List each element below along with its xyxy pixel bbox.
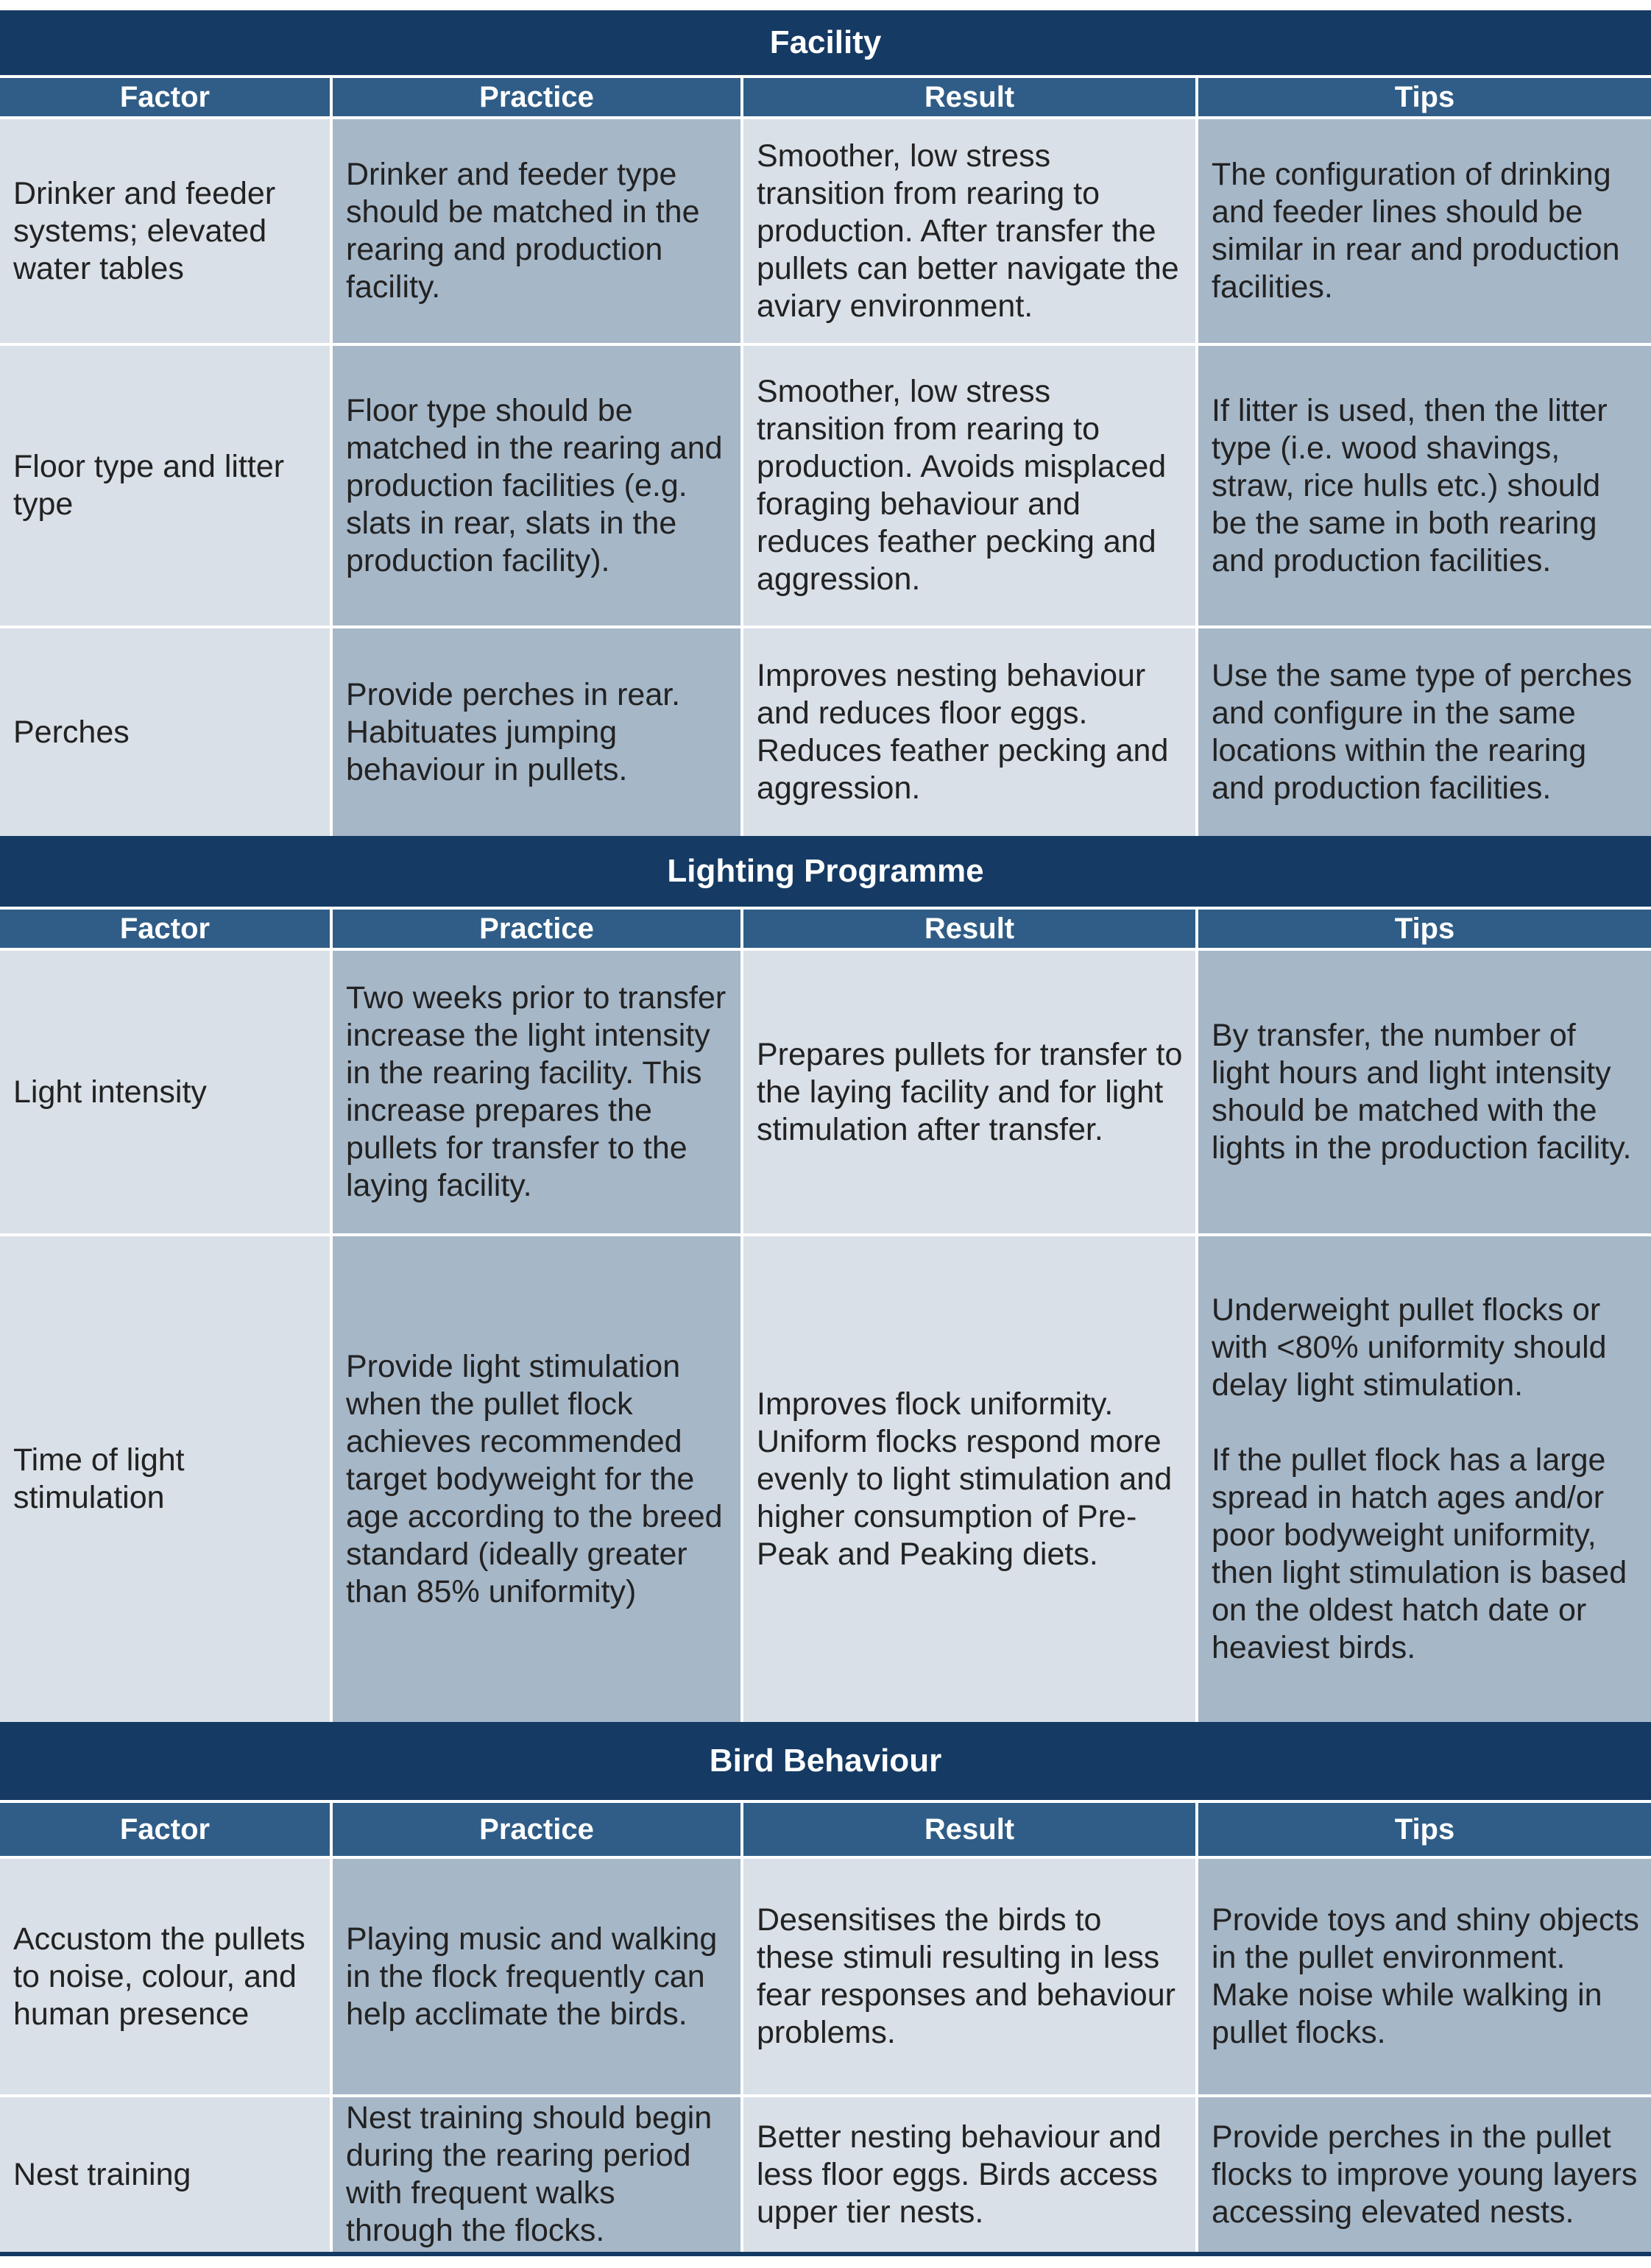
result-cell: Prepares pullets for transfer to the laying facility and for light stimulation after transfer. — [743, 951, 1198, 1233]
section-title-bird-behaviour: Bird Behaviour — [0, 1722, 1651, 1803]
column-header-tips: Tips — [1394, 1812, 1455, 1846]
table-row — [0, 628, 1651, 836]
table-bottom-border — [0, 2252, 1651, 2256]
column-header-practice: Practice — [333, 910, 743, 948]
tips-cell: The configuration of drinking and feeder lines should be similar in rear and production facilities. — [1198, 119, 1651, 343]
column-header-tips: Tips — [1394, 80, 1455, 113]
factor-cell: Perches — [0, 628, 333, 836]
factor-cell: Nest training — [0, 2097, 333, 2252]
factor-cell: Drinker and feeder systems; elevated water tables — [0, 119, 333, 343]
column-header-row — [0, 78, 1651, 119]
tips-cell: Underweight pullet flocks or with <80% uniformity should delay light stimulation. If the pullet flock has a large spread in hatch ages and/or poor bodyweight uniformity, then light stimulation is based on the oldest hatch date or heaviest birds. — [1198, 1236, 1651, 1722]
practice-cell: Two weeks prior to transfer increase the light intensity in the rearing facility. This increase prepares the pullets for transfer to the laying facility. — [333, 951, 743, 1233]
result-cell: Desensitises the birds to these stimuli resulting in less fear responses and behaviour problems. — [743, 1859, 1198, 2094]
column-header-tips: Tips — [1394, 912, 1455, 945]
tips-cell: If litter is used, then the litter type (i.e. wood shavings, straw, rice hulls etc.) should be the same in both rearing and production facilities. — [1198, 346, 1651, 626]
column-header-factor: Factor — [0, 910, 333, 948]
table-row — [0, 119, 1651, 346]
practice-cell: Nest training should begin during the rearing period with frequent walks through the flocks. — [333, 2097, 743, 2252]
result-cell: Improves flock uniformity. Uniform flocks respond more evenly to light stimulation and higher consumption of Pre-Peak and Peaking diets. — [743, 1236, 1198, 1722]
column-header-factor: Factor — [0, 78, 333, 116]
column-header-row — [0, 1803, 1651, 1859]
column-header-result: Result — [743, 78, 1198, 116]
practice-cell: Provide light stimulation when the pullet flock achieves recommended target bodyweight for the age according to the breed standard (ideally greater than 85% uniformity) — [333, 1236, 743, 1722]
table-row — [0, 346, 1651, 628]
factor-cell: Floor type and litter type — [0, 346, 333, 626]
result-cell: Better nesting behaviour and less floor eggs. Birds access upper tier nests. — [743, 2097, 1198, 2252]
practice-cell: Drinker and feeder type should be matched in the rearing and production facility. — [333, 119, 743, 343]
section-title-facility: Facility — [0, 10, 1651, 78]
section-title-lighting-programme: Lighting Programme — [0, 836, 1651, 910]
practice-cell: Floor type should be matched in the rearing and production facilities (e.g. slats in rear, slats in the production facility). — [333, 346, 743, 626]
tips-cell: Provide toys and shiny objects in the pullet environment. Make noise while walking in pullet flocks. — [1198, 1859, 1651, 2094]
column-header-result: Result — [743, 1803, 1198, 1856]
column-header-row — [0, 910, 1651, 951]
table-row — [0, 951, 1651, 1236]
result-cell: Improves nesting behaviour and reduces floor eggs. Reduces feather pecking and aggression. — [743, 628, 1198, 836]
factor-cell: Light intensity — [0, 951, 333, 1233]
factor-cell: Accustom the pullets to noise, colour, and human presence — [0, 1859, 333, 2094]
practice-cell: Playing music and walking in the flock frequently can help acclimate the birds. — [333, 1859, 743, 2094]
table-row — [0, 1859, 1651, 2097]
result-cell: Smoother, low stress transition from rearing to production. Avoids misplaced foraging behaviour and reduces feather pecking and aggression. — [743, 346, 1198, 626]
comparison-table — [0, 10, 1651, 2256]
factor-cell: Time of light stimulation — [0, 1236, 333, 1722]
result-cell: Smoother, low stress transition from rearing to production. After transfer the pullets can better navigate the aviary environment. — [743, 119, 1198, 343]
tips-cell: By transfer, the number of light hours and light intensity should be matched with the lights in the production facility. — [1198, 951, 1651, 1233]
column-header-practice: Practice — [333, 78, 743, 116]
tips-cell: Provide perches in the pullet flocks to improve young layers accessing elevated nests. — [1198, 2097, 1651, 2252]
tips-cell: Use the same type of perches and configure in the same locations within the rearing and production facilities. — [1198, 628, 1651, 836]
column-header-practice: Practice — [333, 1803, 743, 1856]
column-header-factor: Factor — [0, 1803, 333, 1856]
column-header-result: Result — [743, 910, 1198, 948]
table-row — [0, 1236, 1651, 1722]
practice-cell: Provide perches in rear. Habituates jumping behaviour in pullets. — [333, 628, 743, 836]
table-row — [0, 2097, 1651, 2252]
